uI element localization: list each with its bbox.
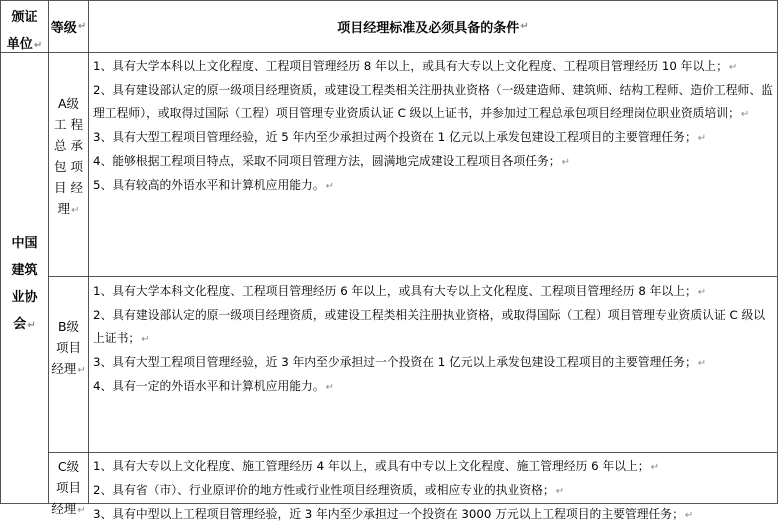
column-divider-2 xyxy=(88,0,89,504)
grade-a-label: A级 工 程 总 承 包 项 目 经 理↵ xyxy=(54,96,83,216)
list-item: 3、具有大型工程项目管理经验，近 5 年内至少承担过两个投资在 1 亿元以上承发包建设工程项目的主要管理任务；↵ xyxy=(93,130,707,144)
issuer-cell: 中国 建筑 业协 会↵ xyxy=(11,236,38,332)
header-unit: 颁证 单位↵ xyxy=(6,10,43,52)
list-item: 1、具有大专以上文化程度、施工管理经历 4 年以上，或具有中专以上文化程度、施工管理经历 6 年以上；↵ xyxy=(93,459,659,473)
list-item: 1、具有大学本科文化程度、工程项目管理经历 6 年以上，或具有大专以上文化程度、工程项目管理经历 8 年以上；↵ xyxy=(93,284,707,298)
row-divider-a-b xyxy=(48,276,778,277)
row-divider-b-c xyxy=(48,452,778,453)
list-item: 3、具有大型工程项目管理经验，近 3 年内至少承担过一个投资在 1 亿元以上承发包建设工程项目的主要管理任务；↵ xyxy=(93,355,707,369)
header-grade: 等级 ↵ xyxy=(50,21,87,36)
list-item: 2、具有建设部认定的原一级项目经理资质，或建设工程类相关注册执业资格（一级建造师、建筑师、结构工程师、造价工程师、监理工程师），或取得过国际（工程）项目管理专业资质认证 C 级以上证书，并参加过工程总承包项目经理岗位职业资质培训；↵ xyxy=(93,83,773,120)
list-item: 3、具有中型以上工程项目管理经验，近 3 年内至少承担过一个投资在 3000 万元以上工程项目的主要管理任务；↵ xyxy=(93,507,694,521)
grade-b-label: B级 项目 经理↵ xyxy=(51,319,86,376)
list-item: 4、具有一定的外语水平和计算机应用能力。↵ xyxy=(93,379,335,393)
grade-c-label: C级 项目 经理↵ xyxy=(51,459,86,516)
column-divider-1 xyxy=(48,0,49,504)
list-item: 2、具有省（市）、行业原评价的地方性或行业性项目经理资质，或相应专业的执业资格；↵ xyxy=(93,483,565,497)
header-conditions: 项目经理标准及必须具备的条件 ↵ xyxy=(337,21,529,36)
list-item: 2、具有建设部认定的原一级项目经理资质，或建设工程类相关注册执业资格，或取得国际（工程）项目管理专业资质认证 C 级以上证书；↵ xyxy=(93,308,766,345)
header-divider xyxy=(0,52,778,53)
grade-b-conditions xyxy=(93,280,774,399)
list-item: 4、能够根据工程项目特点，采取不同项目管理方法，圆满地完成建设工程项目各项任务；↵ xyxy=(93,154,570,168)
list-item: 5、具有较高的外语水平和计算机应用能力。↵ xyxy=(93,178,335,192)
grade-a-conditions xyxy=(93,55,774,198)
grade-c-conditions xyxy=(93,455,774,521)
list-item: 1、具有大学本科以上文化程度、工程项目管理经历 8 年以上，或具有大专以上文化程度、工程项目管理经历 10 年以上；↵ xyxy=(93,59,738,73)
